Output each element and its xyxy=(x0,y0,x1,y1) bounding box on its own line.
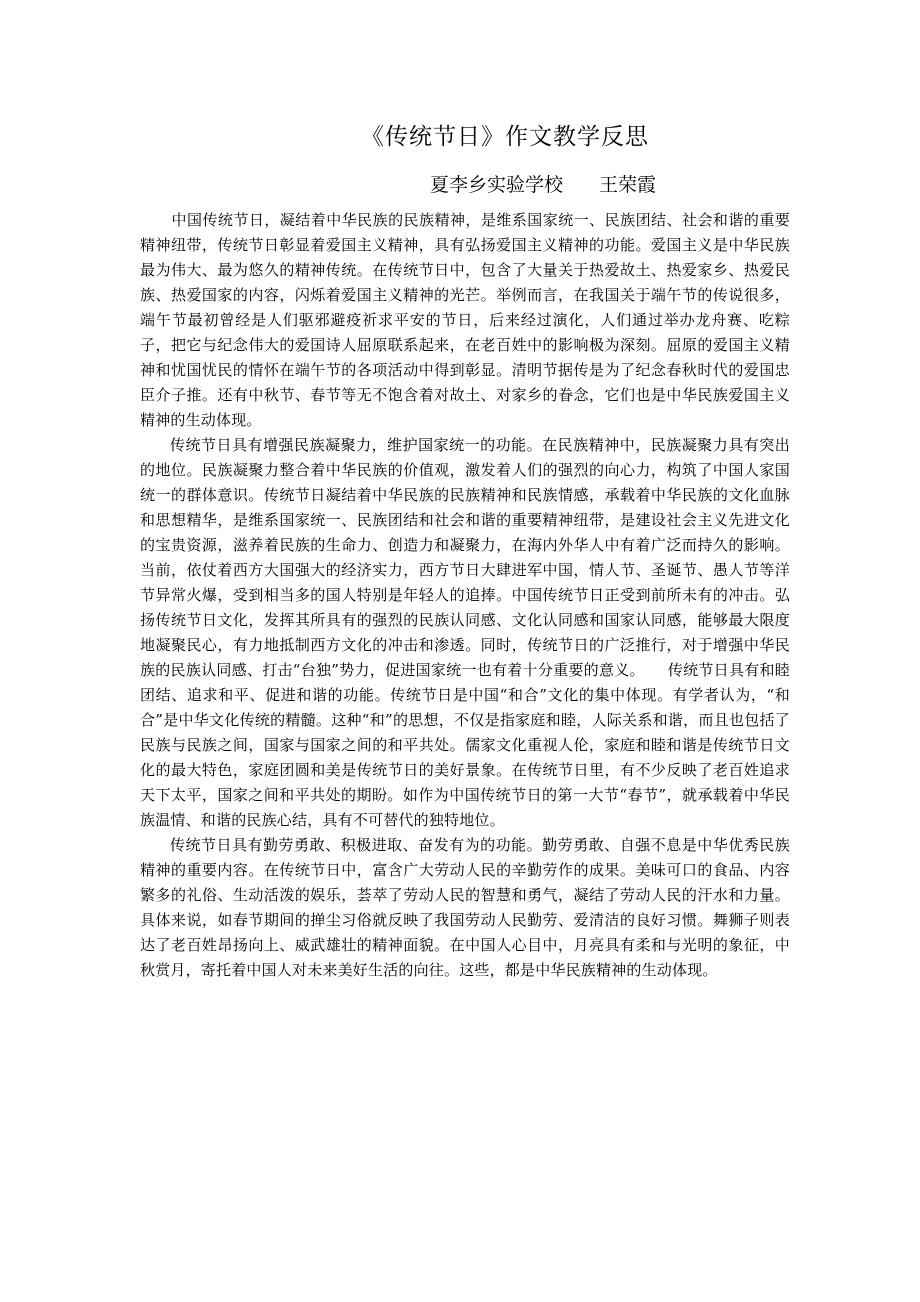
document-title: 《传统节日》作文教学反思 xyxy=(361,124,649,150)
author-name: 王荣霞 xyxy=(599,174,657,196)
body-paragraph: 传统节日具有增强民族凝聚力，维护国家统一的功能。在民族精神中，民族凝聚力具有突出的地位。民族凝聚力整合着中华民族的价值观，激发着人们的强烈的向心力，构筑了中国人家国统一的群体意识。传统节日凝结着中华民族的民族精神和民族情感，承载着中华民族的文化血脉和思想精华，是维系国家统一、民族团结和社会和谐的重要精神纽带，是建设社会主义先进文化的宝贵资源，滋养着民族的生命力、创造力和凝聚力，在海内外华人中有着广泛而持久的影响。当前，依仗着西方大国强大的经济实力，西方节日大肆进军中国，情人节、圣诞节、愚人节等洋节异常火爆，受到相当多的国人特别是年轻人的追捧。中国传统节日正受到前所未有的冲击。弘扬传统节日文化，发挥其所具有的强烈的民族认同感、文化认同感和国家认同感，能够最大限度地凝聚民心，有力地抵制西方文化的冲击和渗透。同时，传统节日的广泛推行，对于增强中华民族的民族认同感、打击“台独”势力，促进国家统一也有着十分重要的意义。 传统节日具有和睦团结、追求和平、促进和谐的功能。传统节日是中国“和合”文化的集中体现。有学者认为，“和合”是中华文化传统的精髓。这种“和”的思想，不仅是指家庭和睦，人际关系和谐，而且也包括了民族与民族之间，国家与国家之间的和平共处。儒家文化重视人伦，家庭和睦和谐是传统节日文化的最大特色，家庭团圆和美是传统节日的美好景象。在传统节日里，有不少反映了老百姓追求天下太平，国家之间和平共处的期盼。如作为中国传统节日的第一大节“春节”，就承载着中华民族温情、和谐的民族心结，具有不可替代的独特地位。 xyxy=(140,436,790,829)
body-paragraph: 传统节日具有勤劳勇敢、积极进取、奋发有为的功能。勤劳勇敢、自强不息是中华优秀民族精神的重要内容。在传统节日中，富含广大劳动人民的辛勤劳作的成果。美味可口的食品、内容繁多的礼俗、生动活泼的娱乐，荟萃了劳动人民的智慧和勇气，凝结了劳动人民的汗水和力量。具体来说，如春节期间的掸尘习俗就反映了我国劳动人民勤劳、爱清洁的良好习惯。舞狮子则表达了老百姓昂扬向上、威武雄壮的精神面貌。在中国人心目中，月亮具有柔和与光明的象征，中秋赏月，寄托着中国人对未来美好生活的向往。这些，都是中华民族精神的生动体现。 xyxy=(140,836,790,979)
author-school: 夏李乡实验学校 xyxy=(430,174,564,196)
document-body xyxy=(140,208,790,983)
author-line xyxy=(430,168,656,202)
body-paragraph: 中国传统节日，凝结着中华民族的民族精神，是维系国家统一、民族团结、社会和谐的重要精神纽带，传统节日彰显着爱国主义精神，具有弘扬爱国主义精神的功能。爱国主义是中华民族最为伟大、最为悠久的精神传统。在传统节日中，包含了大量关于热爱故土、热爱家乡、热爱民族、热爱国家的内容，闪烁着爱国主义精神的光芒。举例而言，在我国关于端午节的传说很多，端午节最初曾经是人们驱邪避疫祈求平安的节日，后来经过演化，人们通过举办龙舟赛、吃粽子，把它与纪念伟大的爱国诗人屈原联系起来，在老百姓中的影响极为深刻。屈原的爱国主义精神和忧国忧民的情怀在端午节的各项活动中得到彰显。清明节据传是为了纪念春秋时代的爱国忠臣介子推。还有中秋节、春节等无不饱含着对故土、对家乡的眷念，它们也是中华民族爱国主义精神的生动体现。 xyxy=(140,211,790,429)
